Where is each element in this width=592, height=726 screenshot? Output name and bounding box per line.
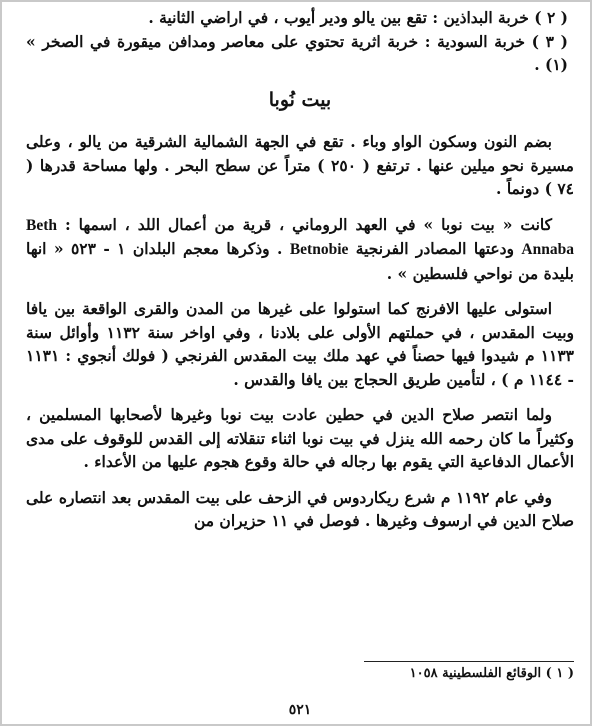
list-item-2: ( ٢ ) خربة البداذين : تقع بين يالو ودير أيوب ، في اراضي الثانية .: [148, 8, 568, 27]
latin-name-beth-annaba: Beth Annaba: [26, 216, 574, 258]
book-page: [26, 6, 574, 722]
latin-name-betnobie: Betnobie: [289, 241, 349, 258]
paragraph-saladin: ولما انتصر صلاح الدين في حطين عادت بيت نوبا وغيرها لأصحابها المسلمين ، وكثيراً ما كان رحمه الله ينزل في بيت نوبا اثناء تنقلاته إلى القدس للوقوف على مدى الأعمال الدفاعية التي يقوم بها رجاله في حالة وقوع هجوم عليها من الأعداء .: [26, 405, 574, 471]
section-heading: بيت نُوبا: [268, 88, 332, 111]
paragraph-text: . وذكرها معجم البلدان ١ - ٥٢٣ « انها بليدة من نواحي فلسطين » .: [26, 239, 574, 283]
paragraph-text: ودعتها المصادر الفرنجية: [355, 239, 515, 258]
paragraph-richard: وفي عام ١١٩٢ م شرع ريكاردوس في الزحف على بيت المقدس بعد انتصاره على صلاح الدين في ارسوف وغيرها . فوصل في ١١ حزيران من: [26, 487, 574, 530]
paragraph-crusaders: استولى عليها الافرنج كما استولوا على غيرها من المدن والقرى الواقعة بين يافا وبيت المقدس ، في حملتهم الأولى على بلادنا ، وفي اواخر سنة ١١٣٢ وأوائل سنة ١١٣٣ م شيدوا فيها حصناً في عهد ملك بيت المقدس الفرنجي ( فولك أنجوي : ١١٣١ - ١١٤٤ م ) ، لتأمين طريق الحجاج بين يافا والقدس .: [26, 299, 575, 389]
footnote-divider: [364, 661, 574, 662]
paragraph-text: كانت « بيت نوبا » في العهد الروماني ، قرية من أعمال اللد ، اسمها :: [64, 214, 552, 234]
page-number: ٥٢١: [288, 702, 312, 718]
paragraph-location: بضم النون وسكون الواو وباء . تقع في الجهة الشمالية الشرقية من يالو ، وعلى مسيرة نحو ميلين عنها . ترتفع ( ٢٥٠ ) متراً عن سطح البحر . ولها مساحة قدرها ( ٧٤ ) دونماً .: [26, 132, 574, 198]
paragraph-history-names: [26, 213, 574, 286]
list-item-3: ( ٣ ) خربة السودية : خربة اثرية تحتوي على معاصر ومدافن ميقورة في الصخر » (١) .: [26, 31, 569, 74]
footnote: ( ١ ) الوقائع الفلسطينية ١٠٥٨: [409, 666, 574, 681]
